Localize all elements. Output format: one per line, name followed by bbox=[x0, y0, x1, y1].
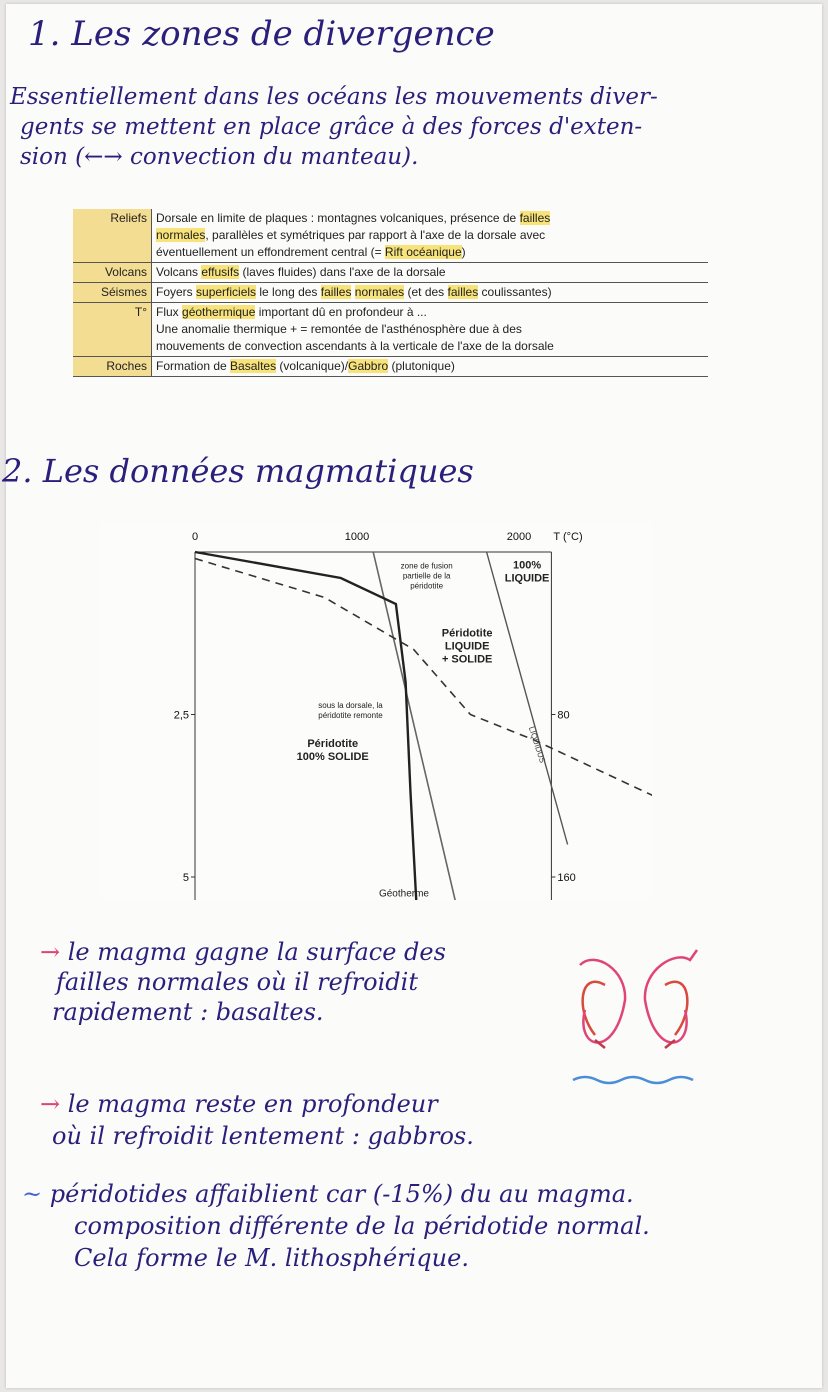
pink-loop-icon bbox=[580, 960, 625, 1043]
row-key: Volcans bbox=[73, 263, 152, 283]
note-3-line-3: Cela forme le M. lithosphérique. bbox=[74, 1244, 469, 1272]
liquide-label: LIQUIDE bbox=[504, 572, 550, 585]
table-row bbox=[73, 209, 708, 263]
zone-fusion-label: partielle de la bbox=[402, 571, 451, 581]
row-key: Reliefs bbox=[73, 209, 152, 263]
note-2 bbox=[40, 1090, 438, 1118]
row-line: Foyers superficiels le long des failles normales (et des failles coulissantes) bbox=[156, 285, 552, 299]
zone-fusion-label: péridotite bbox=[410, 581, 444, 591]
row-line: Une anomalie thermique + = remontée de l'asthénosphère due à des bbox=[156, 322, 522, 336]
chart-svg bbox=[100, 522, 652, 900]
note-3-line-1: péridotides affaiblient car (-15%) du au magma. bbox=[49, 1180, 634, 1208]
peridotite-solide-label: Péridotite bbox=[307, 738, 359, 750]
intro-line-2: gents se mettent en place grâce à des forces d'exten- bbox=[20, 114, 643, 140]
note-1-line-2: failles normales où il refroidit bbox=[56, 968, 418, 996]
divergence-table bbox=[73, 209, 708, 377]
convection-arrow-icon bbox=[665, 982, 687, 1035]
row-line: Formation de Basaltes (volcanique)/Gabbro (plutonique) bbox=[156, 359, 455, 373]
arrow-icon: → bbox=[40, 1090, 61, 1118]
convection-cells-drawing bbox=[555, 940, 715, 1100]
peridotite-liquide-solide-label: LIQUIDE bbox=[444, 640, 490, 653]
intro-line-3: sion (←→ convection du manteau). bbox=[20, 144, 419, 170]
row-key: Roches bbox=[73, 357, 152, 377]
magmatic-chart bbox=[100, 522, 652, 900]
y-left-tick-label: 2,5 bbox=[173, 709, 189, 722]
pink-loop-icon bbox=[645, 950, 697, 1043]
x-tick-label: 2000 bbox=[506, 531, 532, 543]
series-line bbox=[487, 552, 568, 845]
section-2-title: 2. Les données magmatiques bbox=[2, 452, 474, 490]
peridotite-solide-label: 100% SOLIDE bbox=[296, 751, 369, 763]
liquide-label: 100% bbox=[513, 559, 542, 572]
x-tick-label: 0 bbox=[191, 531, 199, 543]
note-3-line-2: composition différente de la péridotide normal. bbox=[74, 1212, 650, 1240]
peridotite-liquide-solide-label: + SOLIDE bbox=[441, 653, 493, 666]
row-line: mouvements de convection ascendants à la verticale de l'axe de la dorsale bbox=[156, 339, 554, 353]
y-right-tick-label: 160 bbox=[557, 872, 576, 884]
row-value bbox=[152, 209, 709, 263]
y-left-tick-label: 5 bbox=[182, 872, 189, 884]
wave-icon bbox=[573, 1077, 693, 1083]
intro-line-1: Essentiellement dans les océans les mouvements diver- bbox=[10, 84, 658, 110]
row-line: éventuellement un effondrement central (= Rift océanique) bbox=[156, 245, 466, 259]
series-line bbox=[195, 552, 435, 900]
note-1-line-3: rapidement : basaltes. bbox=[52, 998, 324, 1026]
table-row bbox=[73, 283, 708, 303]
zone-fusion-label: zone de fusion bbox=[400, 561, 453, 571]
row-line: Flux géothermique important dû en profondeur à ... bbox=[156, 305, 427, 319]
row-value bbox=[152, 263, 709, 283]
peridotite-liquide-solide-label: Péridotite bbox=[441, 627, 493, 640]
y-right-tick-label: 80 bbox=[557, 709, 570, 722]
note-1-line-1: le magma gagne la surface des bbox=[67, 938, 446, 966]
row-value bbox=[152, 357, 709, 377]
geotherme-label: Géotherme bbox=[378, 888, 429, 900]
row-line: normales, parallèles et symétriques par rapport à l'axe de la dorsale avec bbox=[156, 228, 546, 242]
series-line bbox=[195, 559, 652, 832]
table-row bbox=[73, 263, 708, 283]
liquidus-label: LIQUIDUS bbox=[526, 725, 548, 765]
x-tick-label: 1000 bbox=[344, 531, 370, 543]
table-row bbox=[73, 303, 708, 357]
table-row bbox=[73, 357, 708, 377]
convection-arrow-icon bbox=[583, 982, 605, 1035]
tilde-icon: ~ bbox=[22, 1180, 43, 1208]
row-value bbox=[152, 303, 709, 357]
remonte-label: péridotite remonte bbox=[318, 711, 383, 720]
row-value bbox=[152, 283, 709, 303]
row-line: Volcans effusifs (laves fluides) dans l'axe de la dorsale bbox=[156, 265, 446, 279]
row-key: Séismes bbox=[73, 283, 152, 303]
row-key: T° bbox=[73, 303, 152, 357]
note-2-line-2: où il refroidit lentement : gabbros. bbox=[52, 1122, 474, 1150]
arrow-head-icon bbox=[595, 1040, 675, 1048]
note-2-line-1: le magma reste en profondeur bbox=[67, 1090, 438, 1118]
row-line: Dorsale en limite de plaques : montagnes volcaniques, présence de failles bbox=[156, 211, 551, 225]
x-unit-label: T (°C) bbox=[553, 531, 583, 543]
section-1-title: 1. Les zones de divergence bbox=[28, 14, 495, 54]
note-3 bbox=[22, 1180, 634, 1208]
note-1 bbox=[40, 938, 446, 966]
arrow-icon: → bbox=[40, 938, 61, 966]
remonte-label: sous la dorsale, la bbox=[318, 701, 383, 710]
